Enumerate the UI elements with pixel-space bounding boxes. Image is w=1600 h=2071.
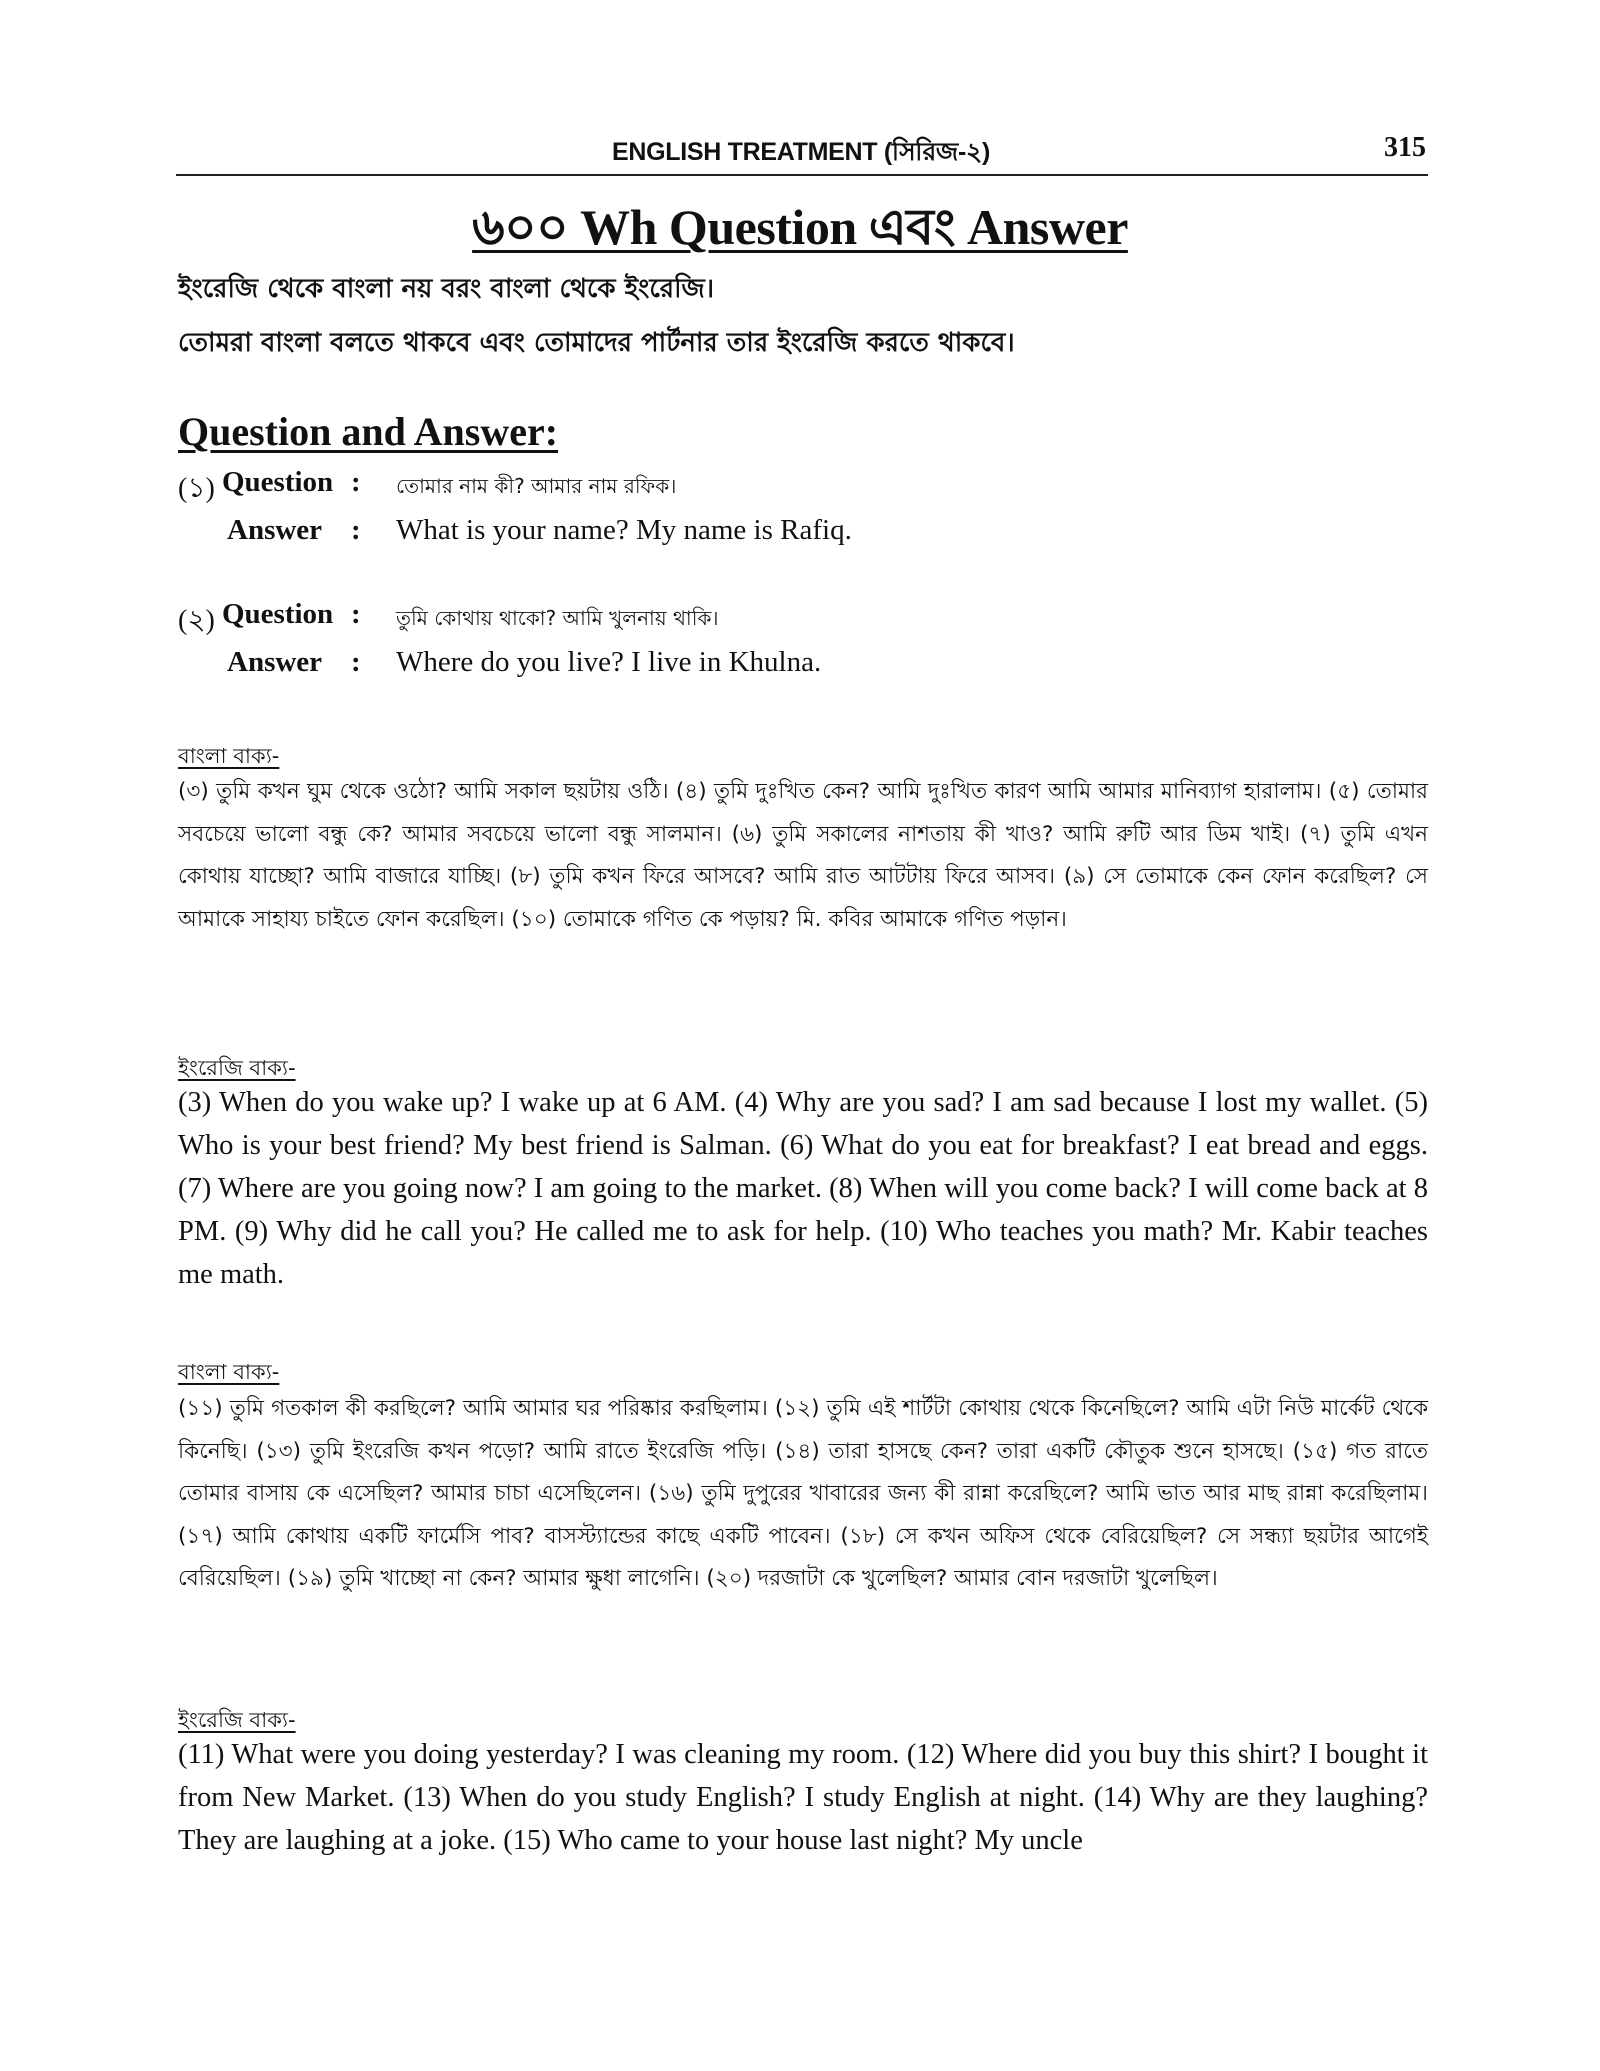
qa-item <box>178 466 1278 562</box>
question-number: (২) <box>178 605 215 636</box>
question-colon: : <box>351 466 361 498</box>
qa-section-heading: Question and Answer: <box>178 409 559 454</box>
answer-label: Answer <box>227 646 323 678</box>
question-text: তুমি কোথায় থাকো? আমি খুলনায় থাকি। <box>396 606 719 630</box>
qa-item <box>178 598 1278 694</box>
page-title: ৬০০ Wh Question এবং Answer <box>472 199 1128 255</box>
question-text: তোমার নাম কী? আমার নাম রফিক। <box>396 474 677 498</box>
running-header <box>176 132 1426 172</box>
intro-line-1: ইংরেজি থেকে বাংলা নয় বরং বাংলা থেকে ইংরেজি। <box>178 274 715 304</box>
bangla-sentences-paragraph: (৩) তুমি কখন ঘুম থেকে ওঠো? আমি সকাল ছয়টায় ওঠি। (৪) তুমি দুঃখিত কেন? আমি দুঃখিত কারণ আমি আমার মানিব্যাগ হারালাম। (৫) তোমার সবচেয়ে ভালো বন্ধু কে? আমার সবচেয়ে ভালো বন্ধু সালমান। (৬) তুমি সকালের নাশতায় কী খাও? আমি রুটি আর ডিম খাই। (৭) তুমি এখন কোথায় যাচ্ছো? আমি বাজারে যাচ্ছি। (৮) তুমি কখন ফিরে আসবে? আমি রাত আটটায় ফিরে আসব। (৯) সে তোমাকে কেন ফোন করেছিল? সে আমাকে সাহায্য চাইতে ফোন করেছিল। (১০) তোমাকে গণিত কে পড়ায়? মি. কবির আমাকে গণিত পড়ান। <box>178 779 1429 932</box>
page-number: 315 <box>1384 132 1426 163</box>
answer-row <box>178 514 1278 562</box>
question-colon: : <box>351 598 361 630</box>
intro-line-2: তোমরা বাংলা বলতে থাকবে এবং তোমাদের পার্টনার তার ইংরেজি করতে থাকবে। <box>178 328 1015 358</box>
bangla-sentences-heading: বাংলা বাক্য- <box>178 1360 280 1384</box>
english-sentences-paragraph: (11) What were you doing yesterday? I was cleaning my room. (12) Where did you buy this shirt? I bought it from New Market. (13) When do you study English? I study English at night. (14) Why are they laughing? They are laughing at a joke. (15) Who came to your house last night? My uncle <box>178 1739 1428 1856</box>
english-sentences-heading: ইংরেজি বাক্য- <box>178 1708 296 1732</box>
answer-text: What is your name? My name is Rafiq. <box>396 514 852 546</box>
question-row <box>178 598 1278 646</box>
question-label: Question <box>222 598 334 630</box>
question-label: Question <box>222 466 334 498</box>
bangla-sentences-paragraph: (১১) তুমি গতকাল কী করছিলে? আমি আমার ঘর পরিষ্কার করছিলাম। (১২) তুমি এই শার্টটা কোথায় থেকে কিনেছিলে? আমি এটা নিউ মার্কেট থেকে কিনেছি। (১৩) তুমি ইংরেজি কখন পড়ো? আমি রাতে ইংরেজি পড়ি। (১৪) তারা হাসছে কেন? তারা একটি কৌতুক শুনে হাসছে। (১৫) গত রাতে তোমার বাসায় কে এসেছিল? আমার চাচা এসেছিলেন। (১৬) তুমি দুপুরের খাবারের জন্য কী রান্না করেছিলে? আমি ভাত আর মাছ রান্না করেছিলাম। (১৭) আমি কোথায় একটি ফার্মেসি পাব? বাসস্ট্যান্ডের কাছে একটি পাবেন। (১৮) সে কখন অফিস থেকে বেরিয়েছিল? সে সন্ধ্যা ছয়টার আগেই বেরিয়েছিল। (১৯) তুমি খাচ্ছো না কেন? আমার ক্ষুধা লাগেনি। (২০) দরজাটা কে খুলেছিল? আমার বোন দরজাটা খুলেছিল। <box>178 1396 1428 1591</box>
english-sentences-heading: ইংরেজি বাক্য- <box>178 1056 296 1080</box>
running-title: ENGLISH TREATMENT (সিরিজ-২) <box>612 138 990 166</box>
intro-text <box>178 262 1015 370</box>
bangla-sentences-heading: বাংলা বাক্য- <box>178 744 280 768</box>
question-number: (১) <box>178 473 215 504</box>
answer-row <box>178 646 1278 694</box>
question-row <box>178 466 1278 514</box>
answer-label: Answer <box>227 514 323 546</box>
answer-colon: : <box>351 646 361 678</box>
answer-colon: : <box>351 514 361 546</box>
answer-text: Where do you live? I live in Khulna. <box>396 646 822 678</box>
english-sentences-paragraph: (3) When do you wake up? I wake up at 6 AM. (4) Why are you sad? I am sad because I lost my wallet. (5) Who is your best friend? My best friend is Salman. (6) What do you eat for breakfast? I eat bread and eggs. (7) Where are you going now? I am going to the market. (8) When will you come back? I will come back at 8 PM. (9) Why did he call you? He called me to ask for help. (10) Who teaches you math? Mr. Kabir teaches me math. <box>178 1087 1428 1290</box>
header-divider <box>176 174 1428 176</box>
